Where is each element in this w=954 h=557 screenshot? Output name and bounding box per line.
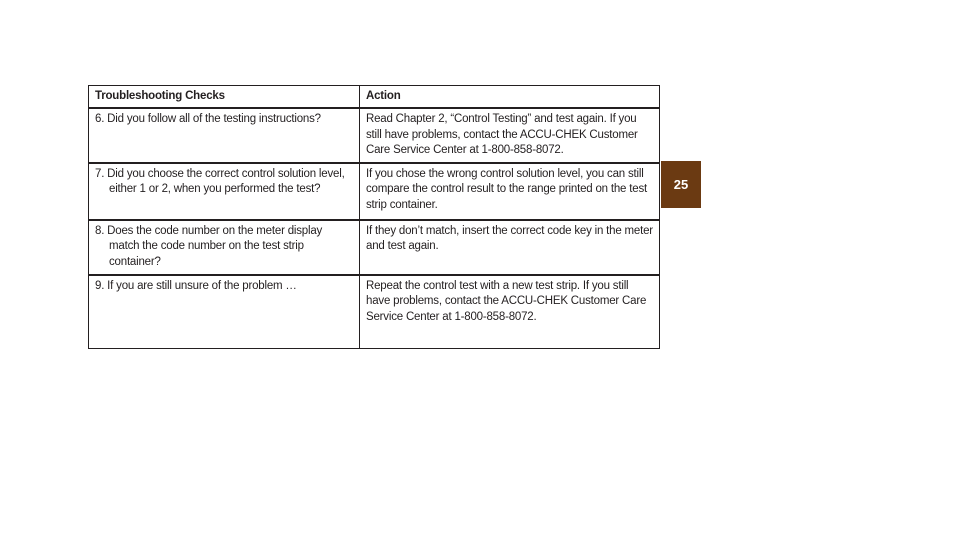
page-number-tab <box>661 161 701 208</box>
check-text: 6. Did you follow all of the testing instructions? <box>95 113 321 125</box>
action-cell: If you chose the wrong control solution level, you can still compare the control result to the range printed on the test strip container. <box>360 163 660 220</box>
page-number: 25 <box>673 177 689 192</box>
table-row <box>89 275 660 349</box>
check-text: 7. Did you choose the correct control solution level, either 1 or 2, when you performed the test? <box>95 167 345 195</box>
header-action: Action <box>360 86 660 109</box>
check-cell <box>89 163 360 220</box>
check-cell <box>89 220 360 275</box>
table-row <box>89 163 660 220</box>
table-header-row <box>89 86 660 109</box>
check-text: 9. If you are still unsure of the problem … <box>95 279 297 292</box>
header-troubleshooting-checks: Troubleshooting Checks <box>89 86 360 109</box>
table-row <box>89 108 660 163</box>
check-text: 8. Does the code number on the meter display match the code number on the test strip container? <box>95 224 323 268</box>
check-cell <box>89 108 360 163</box>
action-cell: If they don’t match, insert the correct code key in the meter and test again. <box>360 220 660 275</box>
action-cell: Repeat the control test with a new test strip. If you still have problems, contact the ACCU-CHEK Customer Care Service Center at 1-800-858-8072. <box>360 275 660 349</box>
troubleshooting-table <box>88 85 660 349</box>
check-cell <box>89 275 360 349</box>
table-row <box>89 220 660 275</box>
action-cell: Read Chapter 2, “Control Testing” and test again. If you still have problems, contact the ACCU-CHEK Customer Care Service Center at 1-800-858-8072. <box>360 108 660 163</box>
